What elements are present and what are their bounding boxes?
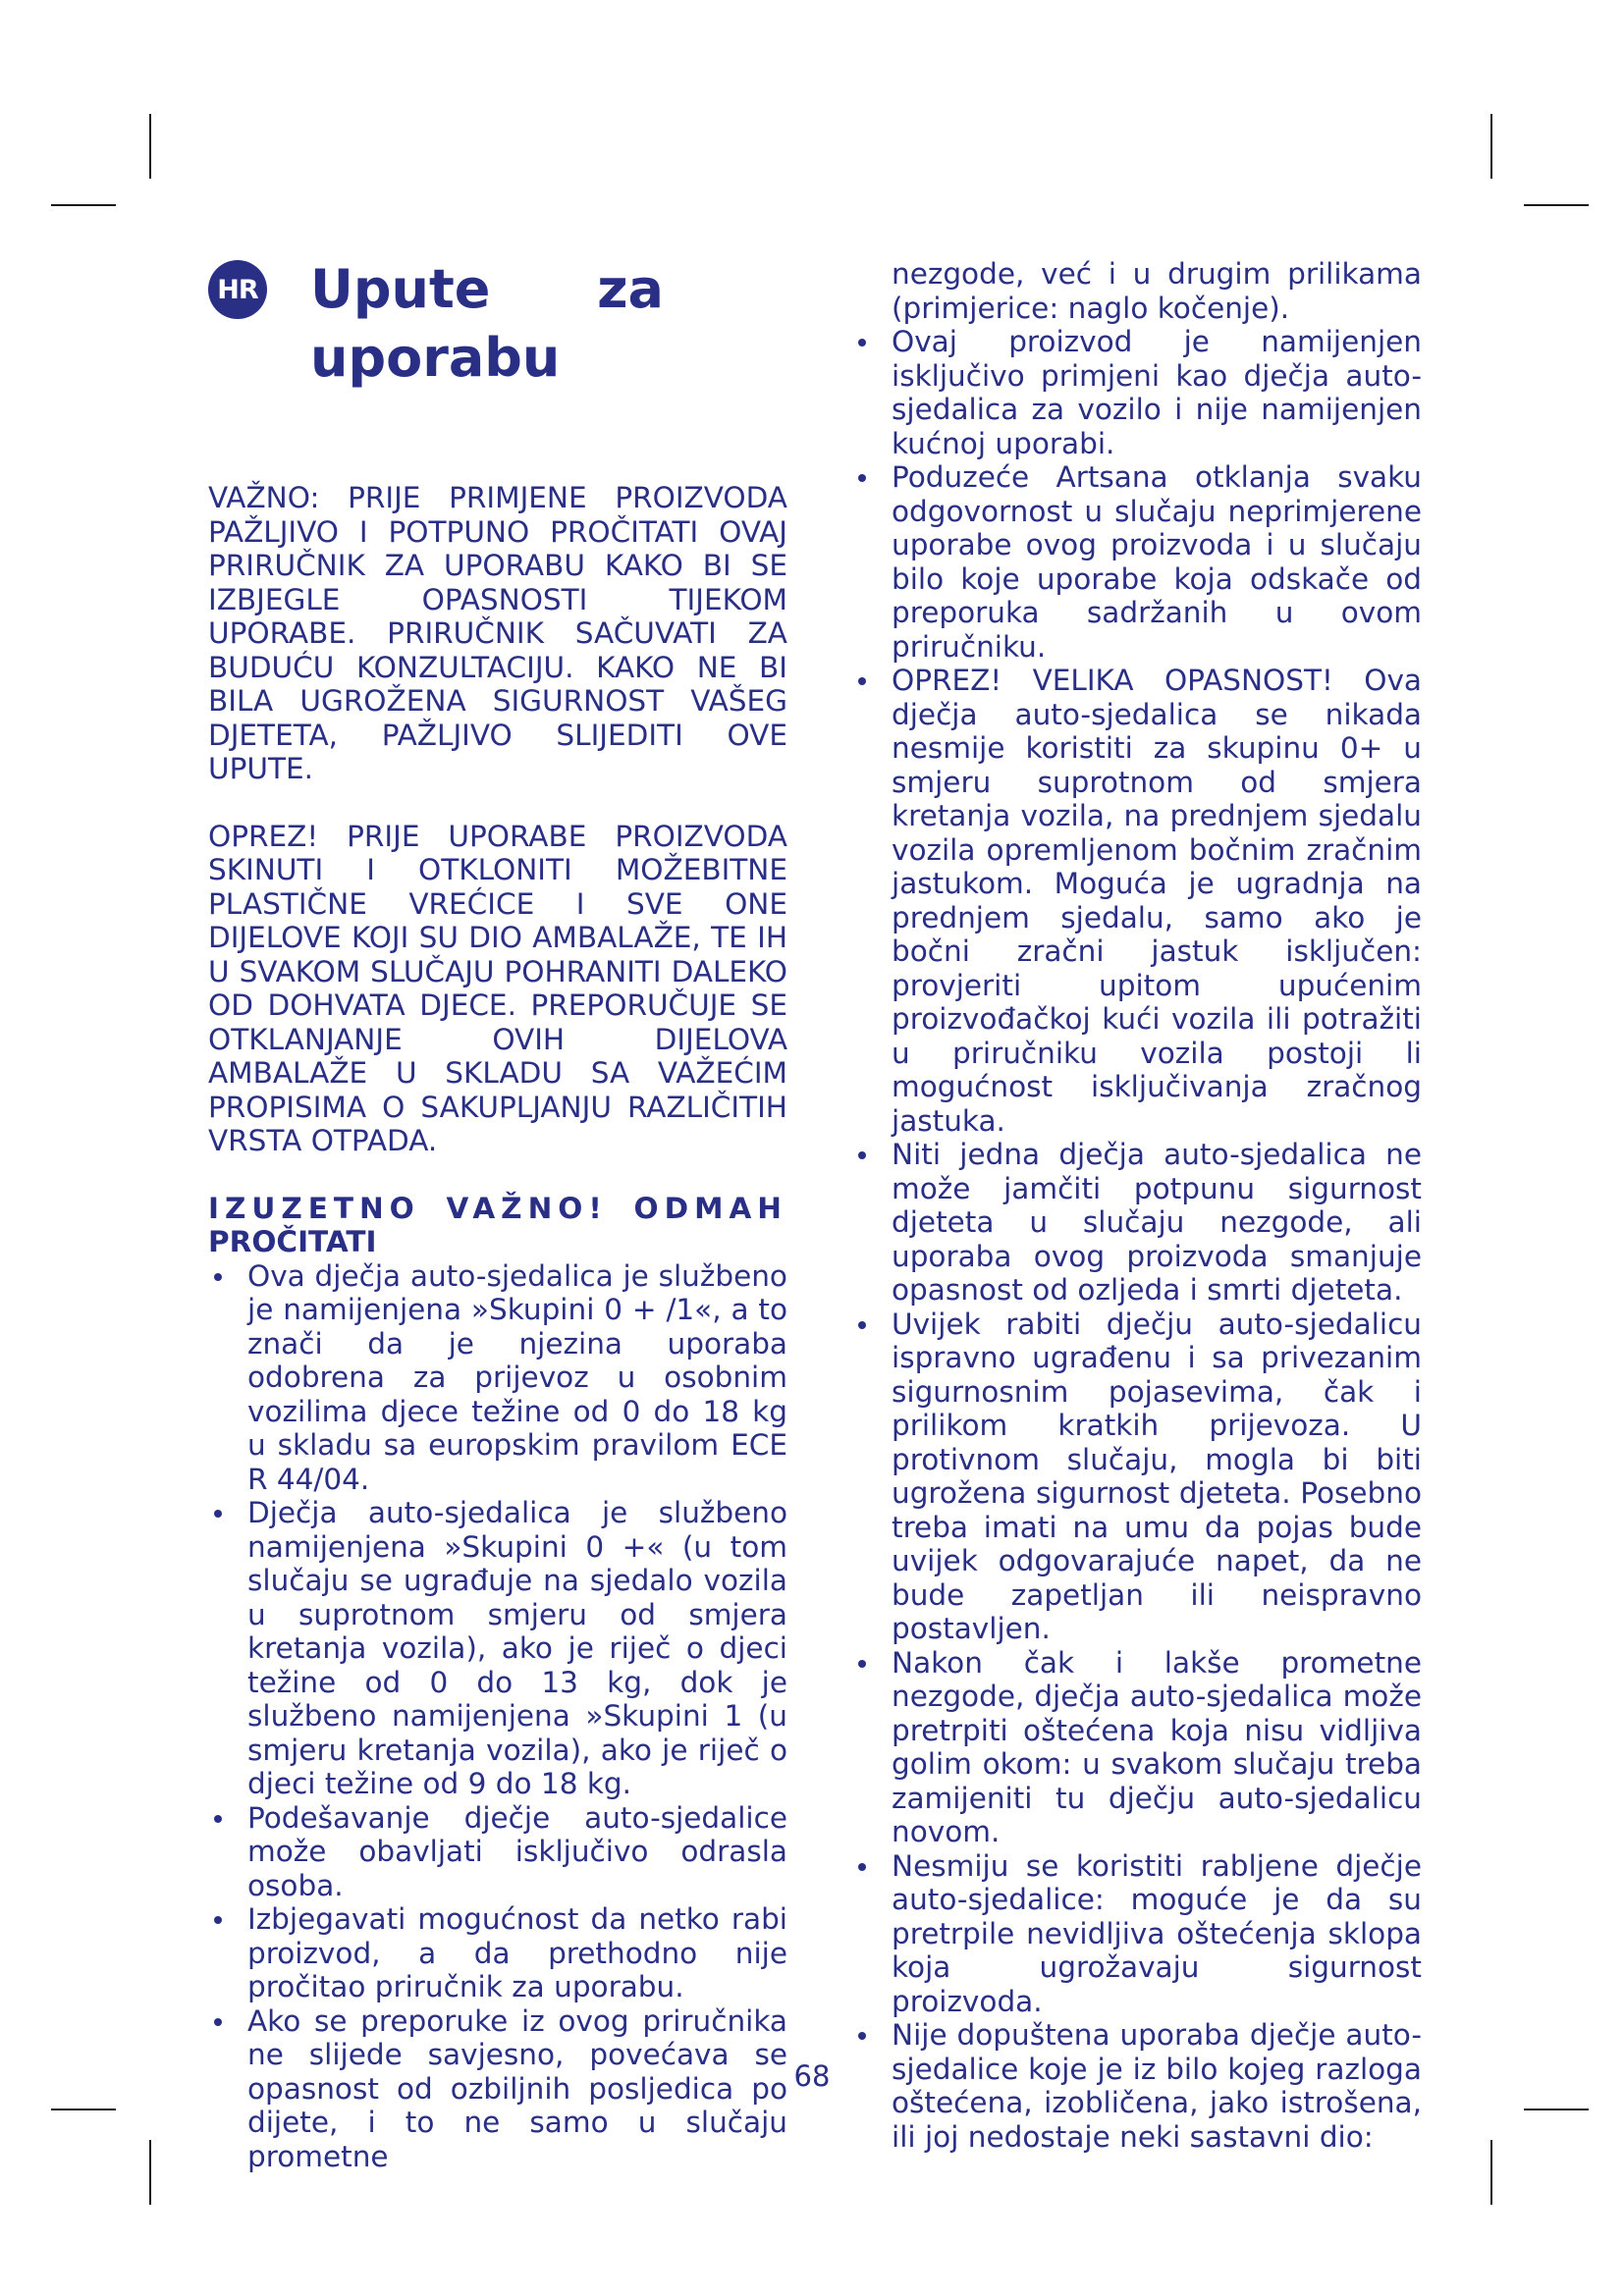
title-line-2: uporabu: [310, 327, 561, 389]
left-bullet-list: [208, 1259, 787, 2174]
crop-mark: [1490, 2140, 1492, 2205]
crop-mark: [51, 2109, 116, 2110]
left-column: [208, 481, 787, 2173]
section-heading-line-2: PROČITATI: [208, 1225, 377, 1258]
list-item: Izbjegavati mogućnost da netko rabi proizvod, a da prethodno nije pročitao priručnik za uporabu.: [208, 1902, 787, 2004]
crop-mark: [149, 114, 151, 179]
list-item: Poduzeće Artsana otklanja svaku odgovornost u slučaju neprimjerene uporabe ovog proizvoda i u slučaju bilo koje uporabe koja odskače od preporuka sadržanih u ovom priručniku.: [852, 460, 1422, 664]
right-bullet-list: [852, 325, 1422, 2154]
list-item: Dječja auto-sjedalica je službeno namijenjena »Skupini 0 +« (u tom slučaju se ugrađuje na sjedalo vozila u suprotnom smjeru od smjera kretanja vozila), ako je riječ o djeci težine od 0 do 13 kg, dok je službeno namijenjena »Skupini 1 (u smjeru kretanja vozila), ako je riječ o djeci težine od 9 do 18 kg.: [208, 1496, 787, 1801]
caution-notice: OPREZ! PRIJE UPORABE PROIZVODA SKINUTI I OTKLONITI MOŽEBITNE PLASTIČNE VREĆICE I SVE ONE DIJELOVE KOJI SU DIO AMBALAŽE, TE IH U SVAKOM SLUČAJU POHRANITI DALEKO OD DOHVATA DJECE. PREPORUČUJE SE OTKLANJANJE OVIH DIJELOVA AMBALAŽE U SKLADU SA VAŽEĆIM PROPISIMA O SAKUPLJANJU RAZLIČITIH VRSTA OTPADA.: [208, 819, 787, 1157]
page-title: [310, 255, 664, 393]
list-item: Ovaj proizvod je namijenjen isključivo primjeni kao dječja auto-sjedalica za vozilo i nije namijenjen kućnoj uporabi.: [852, 325, 1422, 460]
list-item: Uvijek rabiti dječju auto-sjedalicu ispravno ugrađenu i sa privezanim sigurnosnim pojasevima, čak i prilikom kratkih prijevoza. U protivnom slučaju, mogla bi biti ugrožena sigurnost djeteta. Posebno treba imati na umu da pojas bude uvijek odgovarajuće napet, da ne bude zapetljan ili neispravno postavljen.: [852, 1308, 1422, 1646]
list-item: Podešavanje dječje auto-sjedalice može obavljati isključivo odrasla osoba.: [208, 1801, 787, 1903]
title-line-1: Upute za: [310, 258, 664, 320]
list-item: Ako se preporuke iz ovog priručnika ne slijede savjesno, povećava se opasnost od ozbiljnih posljedica po dijete, i to ne samo u slučaju prometne: [208, 2004, 787, 2174]
right-column: [852, 257, 1422, 2154]
language-badge: HR: [208, 260, 267, 319]
list-item: Nesmiju se koristiti rabljene dječje auto-sjedalice: moguće je da su pretrpile nevidljiva oštećenja sklopa koja ugrožavaju sigurnost proizvoda.: [852, 1849, 1422, 2019]
important-notice: VAŽNO: PRIJE PRIMJENE PROIZVODA PAŽLJIVO I POTPUNO PROČITATI OVAJ PRIRUČNIK ZA UPORABU KAKO BI SE IZBJEGLE OPASNOSTI TIJEKOM UPORABE. PRIRUČNIK SAČUVATI ZA BUDUĆU KONZULTACIJU. KAKO NE BI BILA UGROŽENA SIGURNOST VAŠEG DJETETA, PAŽLJIVO SLIJEDITI OVE UPUTE.: [208, 481, 787, 785]
list-item: Nakon čak i lakše prometne nezgode, dječja auto-sjedalica može pretrpiti oštećena koja nisu vidljiva golim okom: u svakom slučaju treba zamijeniti tu dječju auto-sjedalicu novom.: [852, 1646, 1422, 1849]
crop-mark: [51, 204, 116, 206]
list-item: Nije dopuštena uporaba dječje auto-sjedalice koje je iz bilo kojeg razloga oštećena, izobličena, jako istrošena, ili joj nedostaje neki sastavni dio:: [852, 2018, 1422, 2154]
crop-mark: [1490, 114, 1492, 179]
crop-mark: [1524, 2109, 1589, 2110]
list-item: Ova dječja auto-sjedalica je službeno je namijenjena »Skupini 0 + /1«, a to znači da je njezina uporaba odobrena za prijevoz u osobnim vozilima djece težine od 0 do 18 kg u skladu sa europskim pravilom ECE R 44/04.: [208, 1259, 787, 1497]
section-heading-line-1: IZUZETNO VAŽNO! ODMAH: [208, 1191, 787, 1225]
crop-mark: [1524, 204, 1589, 206]
list-item: Niti jedna dječja auto-sjedalica ne može jamčiti potpunu sigurnost djeteta u slučaju nezgode, ali uporaba ovog proizvoda smanjuje opasnost od ozljeda i smrti djeteta.: [852, 1138, 1422, 1308]
list-item: OPREZ! VELIKA OPASNOST! Ova dječja auto-sjedalica se nikada nesmije koristiti za skupinu 0+ u smjeru suprotnom od smjera kretanja vozila, na prednjem sjedalu vozila opremljenom bočnim zračnim jastukom. Moguća je ugradnja na prednjem sjedalu, samo ako je bočni zračni jastuk isključen: provjeriti upitom upućenim proizvođačkoj kući vozila ili potražiti u priručniku vozila postoji li mogućnost isključivanja zračnog jastuka.: [852, 664, 1422, 1138]
crop-mark: [149, 2140, 151, 2205]
page-number: 68: [793, 2059, 831, 2093]
section-heading: [208, 1192, 787, 1259]
continued-text: nezgode, već i u drugim prilikama (primjerice: naglo kočenje).: [892, 257, 1422, 325]
